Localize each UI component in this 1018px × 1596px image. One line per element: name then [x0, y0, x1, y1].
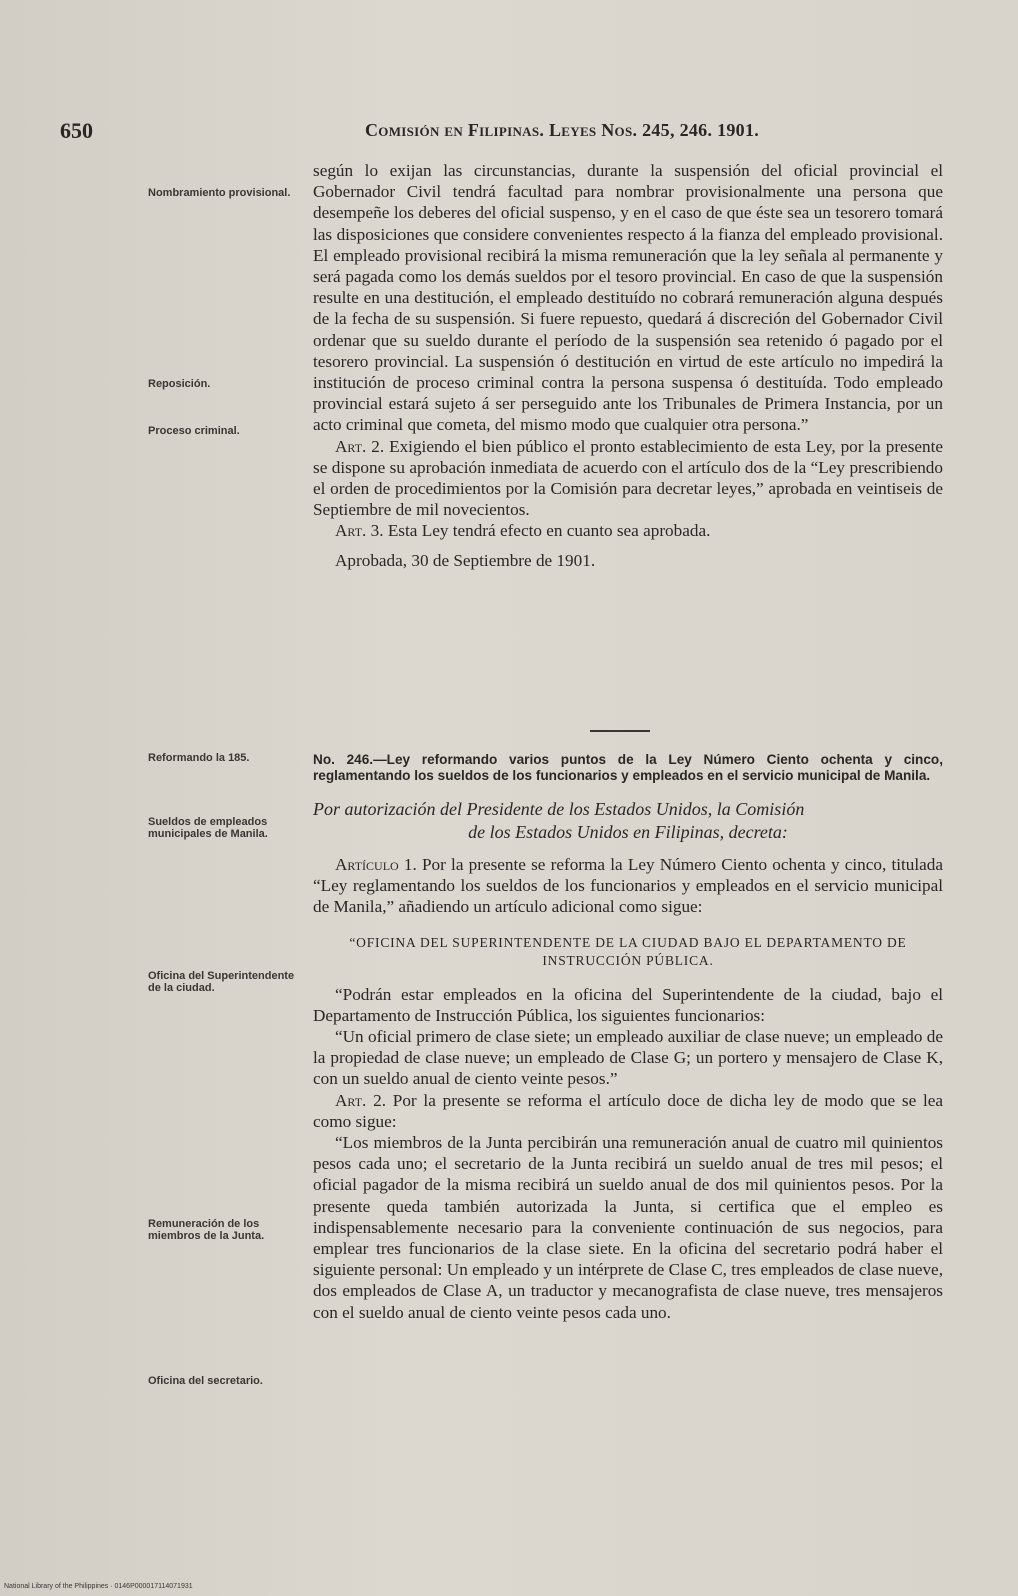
enacting-clause-line-1: Por autorización del Presidente de los Estados Unidos, la Comisión — [313, 799, 805, 819]
margin-note-oficina-superintendente: Oficina del Superintendente de la ciudad. — [148, 970, 295, 994]
approval-line: Aprobada, 30 de Septiembre de 1901. — [335, 550, 596, 570]
law-246-column — [313, 752, 943, 1323]
article-text: Exigiendo el bien público el pronto establecimiento de esta Ley, por la presente se dispone su aprobación inmediata de acuerdo con el artículo dos de la “Ley prescribiendo el orden de procedimientos por la Comisión para decretar leyes,” aprobada en veintiseis de Septiembre de mil novecientos. — [313, 436, 944, 520]
article-label: Art. 2. — [335, 1090, 386, 1110]
article-text: Por la presente se reforma el artículo doce de dicha ley de modo que se lea como sigue: — [313, 1090, 944, 1131]
article-text: Por la presente se reforma la Ley Número Ciento ochenta y cinco, titulada “Ley reglamentando los sueldos de los funcionarios y empleados en el servicio municipal de Manila,” añadiendo un artículo adicional como sigue: — [313, 855, 943, 917]
paragraph-art-2-reforma — [313, 1090, 943, 1132]
paragraph-art-2 — [313, 436, 943, 521]
section-divider — [590, 730, 650, 732]
margin-note-reposicion: Reposición. — [148, 378, 211, 390]
paragraph-oficial-primero: “Un oficial primero de clase siete; un empleado auxiliar de clase nueve; un empleado de la propiedad de clase nueve; un empleado de Clase G; un portero y mensajero de Clase K, con un sueldo anual de ciento veinte pesos.” — [313, 1027, 943, 1089]
paragraph-articulo-1 — [313, 854, 943, 918]
article-label: Art. 3. — [335, 521, 384, 541]
enacting-clause-line-2: de los Estados Unidos en Filipinas, decreta: — [468, 822, 788, 842]
margin-note-nombramiento: Nombramiento provisional. — [148, 187, 291, 199]
section-heading: “OFICINA DEL SUPERINTENDENTE DE LA CIUDAD BAJO EL DEPARTAMENTO DE INSTRUCCIÓN PÚBLICA. — [349, 934, 907, 968]
article-label: Artículo 1. — [335, 855, 417, 874]
margin-note-proceso-criminal: Proceso criminal. — [148, 425, 240, 437]
paragraph-art-3 — [313, 520, 943, 541]
page-header — [60, 118, 910, 148]
running-head: Comisión en Filipinas. Leyes Nos. 245, 246. 1901. — [365, 120, 760, 140]
article-text: Esta Ley tendrá efecto en cuanto sea aprobada. — [387, 521, 711, 541]
main-text-column — [313, 160, 943, 571]
page-number: 650 — [60, 118, 93, 143]
law-title: No. 246.—Ley reformando varios puntos de la Ley Número Ciento ochenta y cinco, reglamentando los sueldos de los funcionarios y empleados en el servicio municipal de Manila. — [313, 752, 943, 783]
paragraph-suspension: según lo exijan las circunstancias, durante la suspensión del oficial provincial el Gobernador Civil tendrá facultad para nombrar provisionalmente una persona que desempeñe los deberes del oficial suspenso, y en el caso de que éste sea un tesorero tomará las disposiciones que considere convenientes respecto á la fianza del empleado provisional. El empleado provisional recibirá la misma remuneración que la ley señala al permanente y será pagada como los demás sueldos por el tesoro provincial. En caso de que la suspensión resulte en una destitución, el empleado destituído no cobrará remuneración alguna después de la fecha de su suspensión. Si fuere repuesto, quedará á discreción del Gobernador Civil ordenar que su sueldo durante el período de la suspensión sea retenido ó pagado por el tesorero provincial. La suspensión ó destitución en virtud de este artículo no impedirá la institución de proceso criminal contra la persona suspensa ó destituída. Todo empleado provincial estará sujeto á ser perseguido ante los Tribunales de Primera Instancia, por un acto criminal que cometa, del mismo modo que cualquier otra persona.” — [313, 161, 943, 435]
margin-note-oficina-secretario: Oficina del secretario. — [148, 1375, 263, 1387]
margin-note-remuneracion: Remuneración de los miembros de la Junta. — [148, 1218, 265, 1242]
footer-credit: National Library of the Philippines · 0146P000017114071931 — [4, 1583, 193, 1590]
article-label: Art. 2. — [335, 436, 385, 456]
margin-note-reformando: Reformando la 185. — [148, 752, 250, 764]
paragraph-junta: “Los miembros de la Junta percibirán una remuneración anual de cuatro mil quinientos pesos cada uno; el secretario de la Junta recibirá un sueldo anual de tres mil pesos; el oficial pagador de la misma recibirá un sueldo anual de dos mil quinientos pesos. Por la presente queda también autorizada la Junta, si certifica que el empleo es indispensablemente necesario para la conveniente continuación de sus negocios, para emplear tres funcionarios de la clase siete. En la oficina del secretario podrá haber el siguiente personal: Un empleado y un intérprete de Clase C, tres empleados de clase nueve, dos empleados de Clase A, un traductor y mecanografista de clase nueve, tres mensajeros con el sueldo anual de ciento veinte pesos cada uno. — [313, 1133, 943, 1322]
margin-note-sueldos: Sueldos de empleados municipales de Manila. — [148, 816, 268, 840]
paragraph-podran: “Podrán estar empleados en la oficina del Superintendente de la ciudad, bajo el Departamento de Instrucción Pública, los siguientes funcionarios: — [313, 984, 943, 1025]
